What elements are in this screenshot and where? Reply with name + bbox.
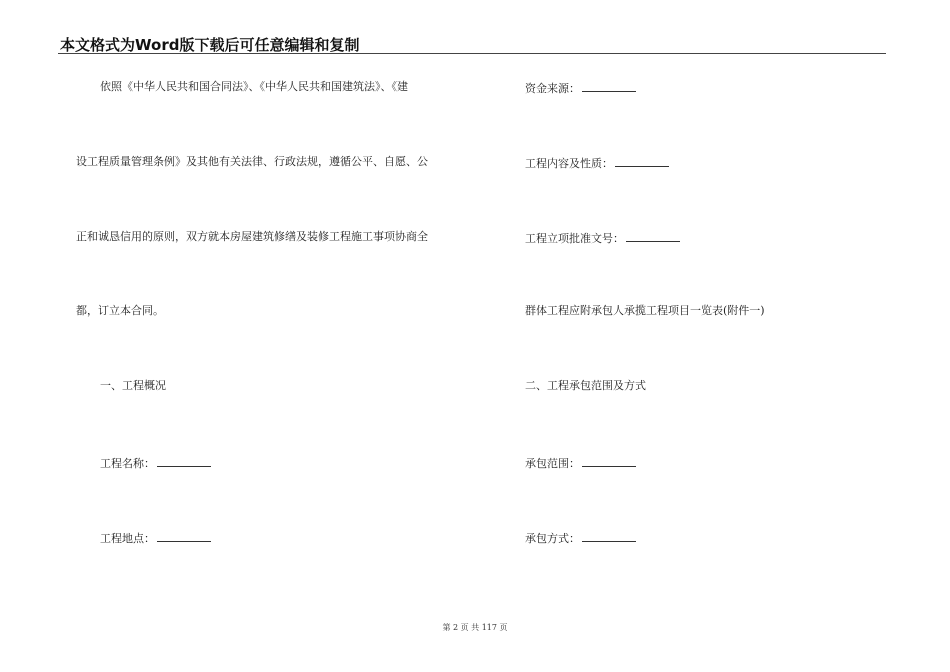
field-project-content (525, 155, 669, 171)
field-contract-scope-blank (582, 455, 636, 467)
field-contract-method-blank (582, 530, 636, 542)
paragraph-line-1: 依照《中华人民共和国合同法》、《中华人民共和国建筑法》、《建 (100, 80, 408, 93)
attachment-note: 群体工程应附承包人承揽工程项目一览表(附件一) (525, 304, 765, 317)
paragraph-line-4: 都，订立本合同。 (76, 304, 164, 317)
field-approval-number-label: 工程立项批准文号： (525, 232, 624, 245)
paragraph-line-2: 设工程质量管理条例》及其他有关法律、行政法规，遵循公平、自愿、公 (76, 155, 428, 168)
field-approval-number-blank (626, 230, 680, 242)
field-project-name (100, 455, 211, 471)
section-heading-project-overview: 一、工程概况 (100, 379, 166, 392)
paragraph-line-3: 正和诚恳信用的原则，双方就本房屋建筑修缮及装修工程施工事项协商全 (76, 230, 428, 243)
field-project-name-blank (157, 455, 211, 467)
field-contract-method (525, 530, 636, 546)
field-project-location (100, 530, 211, 546)
header-divider (58, 53, 886, 54)
field-approval-number (525, 230, 680, 246)
field-contract-scope-label: 承包范围： (525, 457, 580, 470)
field-funding-source-label: 资金来源： (525, 82, 580, 95)
section-heading-contract-scope: 二、工程承包范围及方式 (525, 379, 646, 392)
page-number-footer: 第 2 页 共 117 页 (442, 623, 508, 632)
field-funding-source-blank (582, 80, 636, 92)
document-header-title: 本文格式为Word版下载后可任意编辑和复制 (60, 36, 360, 54)
field-contract-method-label: 承包方式： (525, 532, 580, 545)
field-project-location-label: 工程地点： (100, 532, 155, 545)
field-contract-scope (525, 455, 636, 471)
field-project-location-blank (157, 530, 211, 542)
field-project-name-label: 工程名称： (100, 457, 155, 470)
field-project-content-label: 工程内容及性质： (525, 157, 613, 170)
field-funding-source (525, 80, 636, 96)
field-project-content-blank (615, 155, 669, 167)
